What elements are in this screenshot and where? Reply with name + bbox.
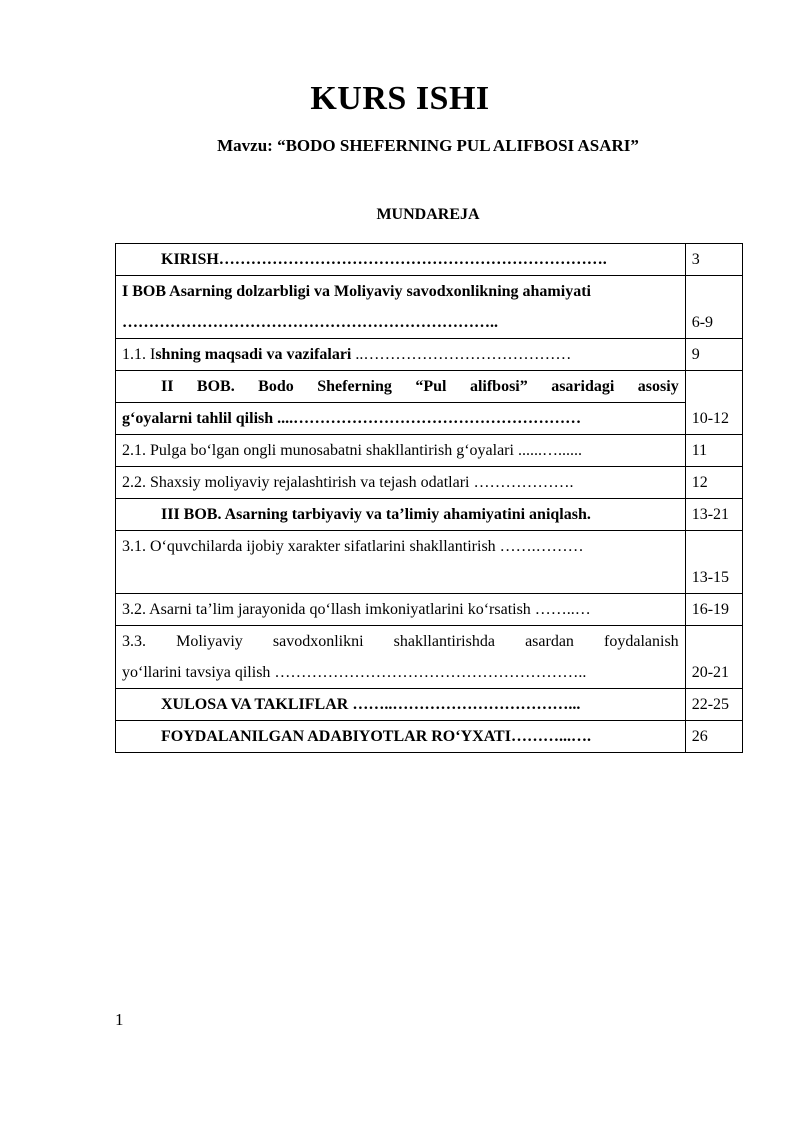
toc-entry-page: 20-21 — [685, 626, 742, 689]
document-title: KURS ISHI — [310, 80, 490, 117]
toc-entry-page: 13-15 — [685, 531, 742, 594]
toc-row — [116, 276, 743, 339]
toc-row — [116, 689, 743, 721]
toc-entry-page: 11 — [685, 435, 742, 467]
toc-entry-text — [116, 276, 686, 339]
toc-entry-text — [116, 371, 686, 403]
toc-entry-line: II BOB. Bodo Sheferning “Pul alifbosi” asaridagi asosiy — [161, 378, 679, 395]
toc-row — [116, 721, 743, 753]
toc-row — [116, 339, 743, 371]
toc-entry-page: 9 — [685, 339, 742, 371]
toc-row — [116, 403, 743, 435]
toc-entry-text: g‘oyalarni tahlil qilish ....……………………………………………… — [116, 403, 686, 435]
toc-heading: MUNDAREJA — [376, 206, 480, 223]
toc-entry-page: 3 — [685, 244, 742, 276]
toc-entry-page: 22-25 — [685, 689, 742, 721]
toc-entry-page: 10-12 — [685, 403, 742, 435]
toc-entry-page: 12 — [685, 467, 742, 499]
toc-entry-line: 3.3. Moliyaviy savodxonlikni shakllantirishda asardan foydalanish — [122, 633, 679, 650]
toc-entry-text: XULOSA VA TAKLIFLAR ……..……………………………... — [116, 689, 686, 721]
toc-row — [116, 244, 743, 276]
toc-entry-text — [116, 339, 686, 371]
toc-entry-text — [116, 626, 686, 689]
toc-entry-line: I BOB Asarning dolzarbligi va Moliyaviy savodxonlikning ahamiyati — [122, 283, 591, 300]
toc-entry-page: 6-9 — [685, 276, 742, 339]
toc-entry-page: 16-19 — [685, 594, 742, 626]
toc-entry-line: yo‘llarini tavsiya qilish ………………………………………………….. — [122, 664, 587, 681]
toc-row — [116, 371, 743, 403]
toc-entry-suffix: ..………………………………… — [351, 346, 572, 363]
toc-row — [116, 499, 743, 531]
toc-row — [116, 594, 743, 626]
toc-entry-text: FOYDALANILGAN ADABIYOTLAR RO‘YXATI………...…. — [116, 721, 686, 753]
document-subtitle: Mavzu: “BODO SHEFERNING PUL ALIFBOSI ASARI” — [217, 136, 639, 155]
toc-row — [116, 435, 743, 467]
toc-entry-text: 3.2. Asarni ta’lim jarayonida qo‘llash imkoniyatlarini ko‘rsatish ……..… — [116, 594, 686, 626]
toc-row — [116, 467, 743, 499]
toc-entry-text: KIRISH………………………………………………………………. — [116, 244, 686, 276]
toc-entry-page: 13-21 — [685, 499, 742, 531]
toc-row — [116, 531, 743, 594]
toc-row — [116, 626, 743, 689]
toc-entry-text: 2.2. Shaxsiy moliyaviy rejalashtirish va tejash odatlari ………………. — [116, 467, 686, 499]
table-of-contents — [115, 243, 743, 753]
toc-entry-prefix: 1.1. I — [122, 346, 156, 363]
toc-entry-page-spacer — [685, 371, 742, 403]
page-number: 1 — [115, 1010, 124, 1029]
toc-entry-text: III BOB. Asarning tarbiyaviy va ta’limiy ahamiyatini aniqlash. — [116, 499, 686, 531]
toc-entry-line: …………………………………………………………….. — [122, 314, 498, 331]
toc-entry-text: 3.1. O‘quvchilarda ijobiy xarakter sifatlarini shakllantirish …….……… — [116, 531, 686, 594]
toc-entry-bold: shning maqsadi va vazifalari — [155, 346, 352, 363]
toc-entry-text: 2.1. Pulga bo‘lgan ongli munosabatni shakllantirish g‘oyalari ......…...... — [116, 435, 686, 467]
toc-entry-page: 26 — [685, 721, 742, 753]
